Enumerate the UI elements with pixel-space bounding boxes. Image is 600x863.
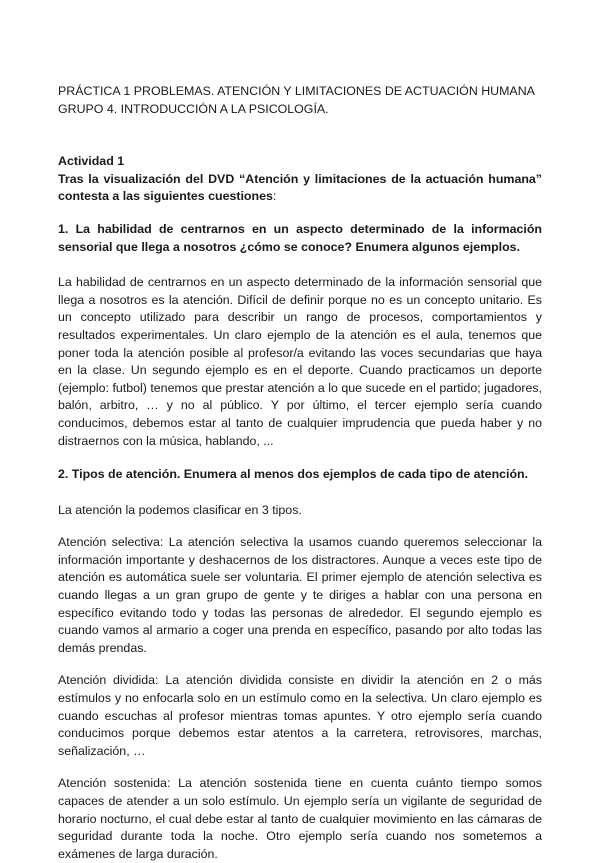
question-1-answer: La habilidad de centrarnos en un aspecto determinado de la información sensorial que llega a nosotros es la atención. Difícil de definir porque no es un concepto unitario. Es un concepto utilizado para describir un rango de procesos, comportamientos y resultados experimentales. Un claro ejemplo de la atención es el aula, tenemos que poner toda la atención posible al profesor/a evitando las voces secundarias que haya en la clase. Un segundo ejemplo es en el deporte. Cuando practicamos un deporte (ejemplo: futbol) tenemos que prestar atención a lo que sucede en el partido; jugadores, balón, arbitro, … y no al público. Y por último, el tercer ejemplo sería cuando conducimos, debemos estar al tanto de cualquier imprudencia que pueda haber y no distraernos con la música, hablando, ... — [58, 275, 542, 448]
divided-attention-paragraph: Atención dividida: La atención dividida consiste en dividir la atención en 2 o más estímulos y no enfocarla solo en un estímulo como en la selectiva. Un claro ejemplo es cuando escuchas al profesor mientras tomas apuntes. Y otro ejemplo sería cuando conducimos porque debemos estar atentos a la carretera, retrovisores, marchas, señalización, … — [58, 673, 542, 758]
activity-intro-bold: Tras la visualización del DVD “Atención y limitaciones de la actuación humana” contesta a las siguientes cuestiones — [58, 171, 542, 204]
question-2-intro: La atención la podemos clasificar en 3 tipos. — [58, 502, 302, 517]
question-2-heading: 2. Tipos de atención. Enumera al menos dos ejemplos de cada tipo de atención. — [58, 467, 529, 482]
activity-title: Actividad 1 — [58, 154, 125, 169]
sustained-attention-paragraph: Atención sostenida: La atención sostenida tiene en cuenta cuánto tiempo somos capaces de atender a un solo estímulo. Un ejemplo sería un vigilante de seguridad de horario nocturno, el cual debe estar al tanto de cualquier movimiento en las cámaras de seguridad durante toda la noche. Otro ejemplo sería cuando nos sometemos a exámenes de larga duración. — [58, 776, 542, 861]
header-line-1: PRÁCTICA 1 PROBLEMAS. ATENCIÓN Y LIMITACIONES DE ACTUACIÓN HUMANA — [58, 84, 535, 98]
activity-intro — [58, 171, 542, 206]
selective-attention-paragraph: Atención selectiva: La atención selectiva la usamos cuando queremos seleccionar la información importante y deshacernos de los distractores. Aunque a veces este tipo de atención es automática suele ser voluntaria. El primer ejemplo de atención selectiva es cuando llegas a un gran grupo de gente y te diriges a hablar con una persona en específico evitando todo y todas las personas de alrededor. El segundo ejemplo es cuando vamos al armario a coger una prenda en específico, pasando por alto todas las demás prendas. — [58, 535, 542, 655]
header-line-2: GRUPO 4. INTRODUCCIÓN A LA PSICOLOGÍA. — [58, 101, 329, 116]
header-spacer — [58, 118, 542, 153]
activity-intro-end: : — [272, 189, 277, 204]
question-1-heading: 1. La habilidad de centrarnos en un aspecto determinado de la información sensorial que llega a nosotros ¿cómo se conoce? Enumera algunos ejemplos. — [58, 221, 542, 254]
document-content — [58, 83, 542, 863]
